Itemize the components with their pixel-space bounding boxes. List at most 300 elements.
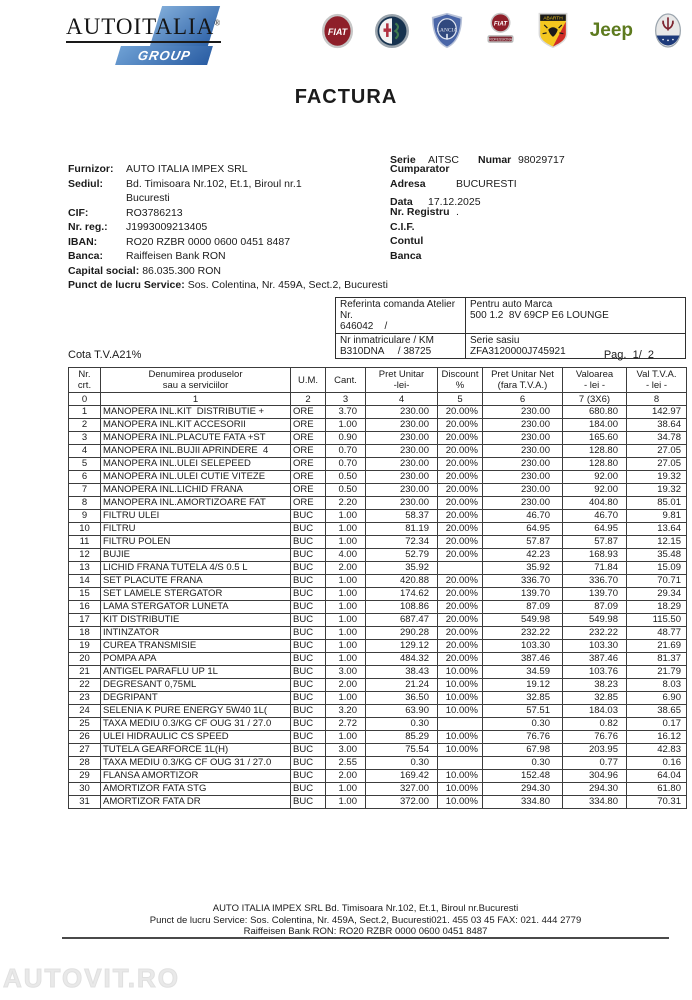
svg-text:FIAT: FIAT (327, 26, 347, 37)
registered-mark: ® (214, 18, 222, 28)
table-cell: 387.46 (563, 653, 627, 666)
table-cell: 81.19 (366, 523, 438, 536)
table-row (69, 601, 687, 614)
table-cell: 76.76 (483, 731, 563, 744)
serie-value: AITSC (428, 154, 459, 166)
table-row (69, 588, 687, 601)
table-row (69, 796, 687, 809)
table-cell: 230.00 (483, 406, 563, 419)
table-cell: 28 (69, 757, 101, 770)
table-cell: 420.88 (366, 575, 438, 588)
table-cell: DEGRESANT 0,75ML (101, 679, 291, 692)
table-cell: 20.00% (438, 471, 483, 484)
table-cell: 19 (69, 640, 101, 653)
table-cell: 0.82 (563, 718, 627, 731)
supplier-row (68, 162, 388, 177)
ref-value: 646042 / (340, 321, 388, 332)
table-cell: BUC (291, 679, 326, 692)
table-cell: 42.23 (483, 549, 563, 562)
table-cell: 34.78 (627, 432, 687, 445)
column-index-row (69, 393, 687, 406)
table-cell: 5 (69, 458, 101, 471)
table-cell: BUC (291, 653, 326, 666)
table-cell: 70.71 (627, 575, 687, 588)
table-cell: 1.00 (326, 796, 366, 809)
table-row (69, 536, 687, 549)
table-row (69, 510, 687, 523)
table-cell: 230.00 (366, 484, 438, 497)
table-cell: BUC (291, 549, 326, 562)
table-cell: 1.00 (326, 536, 366, 549)
field-value: Bd. Timisoara Nr.102, Et.1, Biroul nr.1 (126, 177, 302, 190)
column-index: 5 (438, 393, 483, 406)
table-cell: 10.00% (438, 796, 483, 809)
table-cell: 38.23 (563, 679, 627, 692)
table-cell: 20.00% (438, 510, 483, 523)
table-cell: 327.00 (366, 783, 438, 796)
table-cell: 294.30 (483, 783, 563, 796)
table-cell: 128.80 (563, 445, 627, 458)
alfa-romeo-icon (375, 13, 409, 49)
table-cell: 21 (69, 666, 101, 679)
supplier-row (68, 191, 388, 206)
table-cell: 139.70 (563, 588, 627, 601)
table-cell: 2.00 (326, 562, 366, 575)
supplier-block (68, 162, 388, 293)
table-cell: BUC (291, 796, 326, 809)
table-cell: 22 (69, 679, 101, 692)
ref-label: Nr inmatriculare / KM (340, 335, 434, 346)
ref-cell (336, 298, 466, 334)
buyer-row (390, 162, 517, 177)
table-cell: 142.97 (627, 406, 687, 419)
table-cell: 16.12 (627, 731, 687, 744)
table-cell: 9.81 (627, 510, 687, 523)
data-label: Data (390, 196, 413, 208)
table-row (69, 770, 687, 783)
table-row (69, 445, 687, 458)
table-cell: 76.76 (563, 731, 627, 744)
table-cell: 6.90 (627, 692, 687, 705)
supplier-row (68, 206, 388, 221)
table-cell: 1.00 (326, 627, 366, 640)
table-cell: INTINZATOR (101, 627, 291, 640)
table-row (69, 757, 687, 770)
field-label: Nr. Registru (390, 206, 450, 218)
table-cell: BUC (291, 770, 326, 783)
table-cell: 0.30 (366, 718, 438, 731)
column-header: Pret Unitar -lei- (366, 368, 438, 393)
ref-value: 500 1.2 8V 69CP E6 LOUNGE (470, 310, 609, 321)
table-cell: 27 (69, 744, 101, 757)
table-cell: 71.84 (563, 562, 627, 575)
invoice-table-head (69, 368, 687, 406)
field-label: Sediul: (68, 177, 104, 190)
field-label: Cumparator (390, 163, 450, 175)
table-cell: 103.76 (563, 666, 627, 679)
column-header: Pret Unitar Net (fara T.V.A.) (483, 368, 563, 393)
table-cell: 72.34 (366, 536, 438, 549)
logo-wordmark (66, 14, 221, 43)
table-row (69, 783, 687, 796)
field-value: Raiffeisen Bank RON (126, 250, 226, 262)
table-cell: 139.70 (483, 588, 563, 601)
table-cell: 3.00 (326, 666, 366, 679)
logo-brand-text: AUTOITALIA (66, 14, 215, 39)
buyer-block (390, 162, 517, 263)
table-cell: 19.12 (483, 679, 563, 692)
table-cell: 64.95 (563, 523, 627, 536)
table-cell: 230.00 (483, 419, 563, 432)
table-row (69, 614, 687, 627)
table-row (69, 627, 687, 640)
table-cell: 4 (69, 445, 101, 458)
table-cell: 115.50 (627, 614, 687, 627)
table-cell: 1.00 (326, 653, 366, 666)
table-cell: 6 (69, 471, 101, 484)
logo-group-band (115, 46, 213, 65)
table-cell: 10.00% (438, 692, 483, 705)
table-cell: MANOPERA INL.LICHID FRANA (101, 484, 291, 497)
table-cell: MANOPERA INL.AMORTIZOARE FAT (101, 497, 291, 510)
table-cell (438, 757, 483, 770)
table-cell: BUC (291, 601, 326, 614)
field-value: Sos. Colentina, Nr. 459A, Sect.2, Bucuresti (187, 279, 388, 291)
table-cell: 152.48 (483, 770, 563, 783)
field-value: . (456, 206, 459, 218)
table-cell: 27.05 (627, 458, 687, 471)
table-cell: BUC (291, 536, 326, 549)
table-cell: 35.92 (366, 562, 438, 575)
table-cell: 46.70 (563, 510, 627, 523)
supplier-row (68, 177, 388, 192)
table-cell: 4.00 (326, 549, 366, 562)
table-cell: 484.32 (366, 653, 438, 666)
table-cell: BUC (291, 692, 326, 705)
field-value: 86.035.300 RON (142, 264, 222, 277)
serie-label: Serie (390, 154, 416, 166)
table-cell: BUC (291, 562, 326, 575)
column-index: 3 (326, 393, 366, 406)
table-cell: 70.31 (627, 796, 687, 809)
table-cell: 0.30 (483, 718, 563, 731)
table-cell: 20.00% (438, 653, 483, 666)
table-cell: ORE (291, 484, 326, 497)
table-cell: 75.54 (366, 744, 438, 757)
table-cell: 8 (69, 497, 101, 510)
table-cell: 0.50 (326, 471, 366, 484)
table-cell: ORE (291, 445, 326, 458)
table-cell: DEGRIPANT (101, 692, 291, 705)
table-cell: ORE (291, 432, 326, 445)
table-cell: 2.00 (326, 679, 366, 692)
invoice-title: FACTURA (294, 86, 398, 108)
table-cell: MANOPERA INL.ULEI SELEPEED (101, 458, 291, 471)
table-cell: 184.00 (563, 419, 627, 432)
table-cell: 19.32 (627, 484, 687, 497)
jeep-icon: Jeep (589, 19, 633, 41)
table-cell (438, 718, 483, 731)
buyer-row (390, 205, 517, 220)
table-cell: 10.00% (438, 770, 483, 783)
field-value: RO20 RZBR 0000 0600 0451 8487 (126, 235, 291, 248)
buyer-row (390, 177, 517, 192)
table-cell: 230.00 (483, 458, 563, 471)
table-cell: 2.20 (326, 497, 366, 510)
table-cell: 0.16 (627, 757, 687, 770)
table-cell: 1.00 (326, 510, 366, 523)
table-cell: 38.43 (366, 666, 438, 679)
ref-cell (336, 334, 466, 359)
table-cell: POMPA APA (101, 653, 291, 666)
ref-label: Serie sasiu (470, 335, 520, 346)
table-cell: 2.55 (326, 757, 366, 770)
table-cell: FILTRU ULEI (101, 510, 291, 523)
table-cell: 20.00% (438, 458, 483, 471)
table-cell: 20.00% (438, 575, 483, 588)
table-cell: 20.00% (438, 432, 483, 445)
table-cell: 81.37 (627, 653, 687, 666)
footer-block (62, 903, 669, 938)
table-cell: 21.24 (366, 679, 438, 692)
table-cell: 20.00% (438, 523, 483, 536)
table-cell: BUC (291, 614, 326, 627)
table-cell: 20.00% (438, 445, 483, 458)
table-cell: 1.00 (326, 731, 366, 744)
table-cell: BUC (291, 666, 326, 679)
table-cell: 92.00 (563, 471, 627, 484)
table-cell: 230.00 (483, 445, 563, 458)
table-cell: 304.96 (563, 770, 627, 783)
table-cell: 0.17 (627, 718, 687, 731)
table-cell: 32.85 (483, 692, 563, 705)
table-row (69, 406, 687, 419)
fiat-professional-icon (485, 12, 516, 49)
column-header: Denumirea produselor sau a serviciilor (101, 368, 291, 393)
table-cell: 0.90 (326, 432, 366, 445)
table-cell: 1.00 (326, 601, 366, 614)
field-label: Nr. reg.: (68, 221, 108, 233)
supplier-row (68, 235, 388, 250)
field-label: Furnizor: (68, 163, 114, 175)
field-label: CIF: (68, 206, 89, 219)
column-index: 1 (101, 393, 291, 406)
table-cell: 20.00% (438, 419, 483, 432)
table-cell: 290.28 (366, 627, 438, 640)
ref-label: Referinta comanda Atelier Nr. (340, 299, 456, 321)
table-cell: 12.15 (627, 536, 687, 549)
column-index: 6 (483, 393, 563, 406)
table-cell: 232.22 (483, 627, 563, 640)
table-cell: ORE (291, 419, 326, 432)
table-cell: 19.32 (627, 471, 687, 484)
table-cell: SET PLACUTE FRANA (101, 575, 291, 588)
column-index: 8 (627, 393, 687, 406)
table-cell: 3.00 (326, 744, 366, 757)
table-cell: 21.69 (627, 640, 687, 653)
table-row (69, 731, 687, 744)
column-header: Cant. (326, 368, 366, 393)
table-cell: 20 (69, 653, 101, 666)
table-row (69, 692, 687, 705)
table-cell: 108.86 (366, 601, 438, 614)
table-cell: 1.00 (326, 588, 366, 601)
table-cell: 61.80 (627, 783, 687, 796)
table-cell: 10.00% (438, 744, 483, 757)
table-cell: 1.00 (326, 640, 366, 653)
column-index: 4 (366, 393, 438, 406)
svg-text:LANCIA: LANCIA (436, 27, 457, 34)
table-cell: ULEI HIDRAULIC CS SPEED (101, 731, 291, 744)
table-cell: 17 (69, 614, 101, 627)
table-cell: 15.09 (627, 562, 687, 575)
field-value: RO3786213 (126, 206, 183, 219)
supplier-row (68, 249, 388, 264)
table-cell: 38.64 (627, 419, 687, 432)
fiat-icon (321, 13, 354, 49)
table-cell: 20.00% (438, 406, 483, 419)
column-index: 2 (291, 393, 326, 406)
table-cell: 57.87 (563, 536, 627, 549)
table-cell: 31 (69, 796, 101, 809)
table-cell: 1.00 (326, 692, 366, 705)
table-cell: LICHID FRANA TUTELA 4/S 0.5 L (101, 562, 291, 575)
invoice-table-wrap (68, 367, 687, 809)
field-label: IBAN: (68, 235, 98, 248)
table-cell: 32.85 (563, 692, 627, 705)
table-cell: 20.00% (438, 497, 483, 510)
table-cell: 230.00 (483, 471, 563, 484)
autoitalia-logo (64, 6, 244, 68)
table-cell: 10.00% (438, 783, 483, 796)
table-cell: 18 (69, 627, 101, 640)
table-cell: 20.00% (438, 549, 483, 562)
table-row (69, 653, 687, 666)
table-cell: BUC (291, 588, 326, 601)
table-cell: 1.00 (326, 419, 366, 432)
field-label: Adresa (390, 177, 426, 190)
table-cell: SELENIA K PURE ENERGY 5W40 1L( (101, 705, 291, 718)
data-value: 17.12.2025 (428, 196, 481, 208)
table-cell: TUTELA GEARFORCE 1L(H) (101, 744, 291, 757)
table-cell: ORE (291, 406, 326, 419)
table-row (69, 432, 687, 445)
table-cell: 12 (69, 549, 101, 562)
table-cell: 64.95 (483, 523, 563, 536)
lancia-icon (430, 12, 464, 49)
table-cell: 30 (69, 783, 101, 796)
table-cell: MANOPERA INL.KIT ACCESORII (101, 419, 291, 432)
table-cell: 336.70 (563, 575, 627, 588)
table-cell: ANTIGEL PARAFLU UP 1L (101, 666, 291, 679)
table-cell: 10 (69, 523, 101, 536)
table-cell: 20.00% (438, 614, 483, 627)
field-label: Capital social: (68, 264, 140, 277)
maserati-icon (654, 12, 682, 49)
table-row (69, 471, 687, 484)
table-cell: 14 (69, 575, 101, 588)
table-cell: 372.00 (366, 796, 438, 809)
logo-group-text: GROUP (136, 48, 192, 63)
table-row (69, 744, 687, 757)
table-cell: 10.00% (438, 679, 483, 692)
table-cell: 129.12 (366, 640, 438, 653)
column-header: Val T.V.A. - lei - (627, 368, 687, 393)
table-cell: MANOPERA INL.BUJII APRINDERE 4 (101, 445, 291, 458)
table-cell: 23 (69, 692, 101, 705)
footer-line: Punct de lucru Service: Sos. Colentina, Nr. 459A, Sect.2, Bucuresti021. 455 03 45 FAX: 021. 444 2779 (149, 914, 582, 926)
table-cell: 0.30 (366, 757, 438, 770)
table-cell: 336.70 (483, 575, 563, 588)
table-row (69, 679, 687, 692)
table-cell: 230.00 (366, 432, 438, 445)
footer-line: Raiffeisen Bank RON: RO20 RZBR 0000 0600 0451 8487 (243, 926, 488, 937)
field-value: Bucuresti (126, 192, 170, 204)
table-cell: 230.00 (366, 419, 438, 432)
table-cell: 36.50 (366, 692, 438, 705)
table-cell: 3.70 (326, 406, 366, 419)
table-cell: 334.80 (563, 796, 627, 809)
table-cell: 13 (69, 562, 101, 575)
table-cell: 29 (69, 770, 101, 783)
table-cell: MANOPERA INL.KIT DISTRIBUTIE + (101, 406, 291, 419)
table-cell: 7 (69, 484, 101, 497)
table-cell: BUC (291, 510, 326, 523)
table-cell: 294.30 (563, 783, 627, 796)
vat-rate-note: Cota T.V.A21% (68, 349, 142, 361)
table-cell: 35.48 (627, 549, 687, 562)
table-cell: BUC (291, 640, 326, 653)
table-cell: 20.00% (438, 588, 483, 601)
column-header: Discount % (438, 368, 483, 393)
table-cell: 169.42 (366, 770, 438, 783)
table-row (69, 705, 687, 718)
table-row (69, 718, 687, 731)
table-cell: 168.93 (563, 549, 627, 562)
field-label: C.I.F. (390, 220, 415, 233)
field-value: J1993009213405 (126, 221, 208, 233)
table-cell: FILTRU POLEN (101, 536, 291, 549)
table-cell: 8.03 (627, 679, 687, 692)
table-cell: 404.80 (563, 497, 627, 510)
table-cell: 230.00 (366, 471, 438, 484)
table-cell: MANOPERA INL.ULEI CUTIE VITEZE (101, 471, 291, 484)
table-cell: 549.98 (483, 614, 563, 627)
table-cell: 35.92 (483, 562, 563, 575)
field-value: AUTO ITALIA IMPEX SRL (126, 163, 248, 175)
column-header: U.M. (291, 368, 326, 393)
table-cell: 46.70 (483, 510, 563, 523)
table-cell: 230.00 (366, 458, 438, 471)
table-cell: 232.22 (563, 627, 627, 640)
table-cell: 1.00 (326, 575, 366, 588)
table-cell: 2 (69, 419, 101, 432)
buyer-row (390, 249, 517, 264)
table-cell: 57.51 (483, 705, 563, 718)
table-cell: 10.00% (438, 705, 483, 718)
table-cell: 3 (69, 432, 101, 445)
table-cell: BUC (291, 718, 326, 731)
numar-label: Numar (478, 154, 512, 166)
table-cell: LAMA STERGATOR LUNETA (101, 601, 291, 614)
supplier-capital-row (68, 264, 388, 279)
table-row (69, 575, 687, 588)
table-cell: 687.47 (366, 614, 438, 627)
column-header: Nr. crt. (69, 368, 101, 393)
table-cell: 20.00% (438, 536, 483, 549)
table-row (69, 666, 687, 679)
abarth-icon (537, 12, 569, 49)
